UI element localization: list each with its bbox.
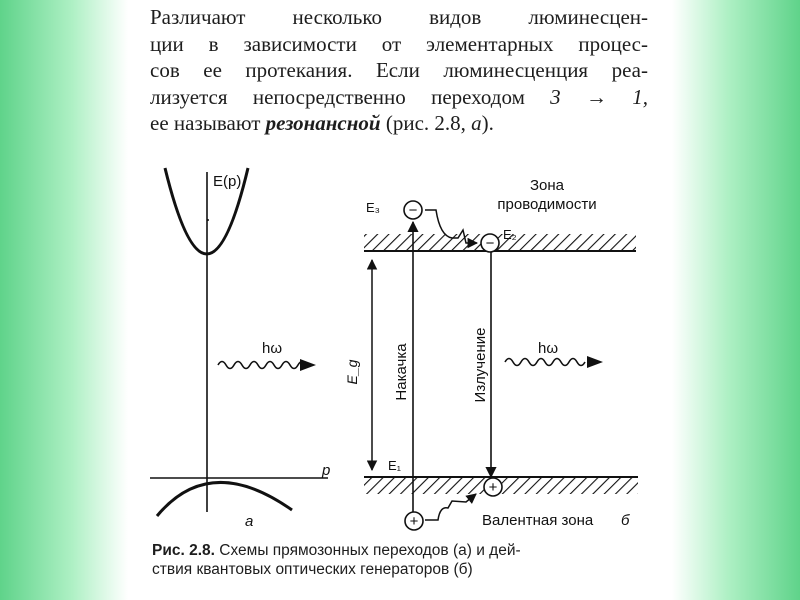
emission-label: Излучение xyxy=(472,327,489,403)
caption-line-1: Схемы прямозонных переходов (а) и дей- xyxy=(214,542,521,559)
valence-band-parabola xyxy=(157,482,292,516)
figure-reference-end: ). xyxy=(481,111,494,135)
paragraph-line-5-text: ее называют xyxy=(150,111,266,135)
paragraph-line-3: сов ее протекания. Если люминесценция реа- xyxy=(150,58,648,82)
conduction-band-hatch xyxy=(364,234,636,251)
figure-reference-panel: а xyxy=(471,111,482,135)
photon-arrowhead-a xyxy=(300,359,316,371)
band-gap-label: E_g xyxy=(344,359,360,385)
photon-arrowhead-b xyxy=(587,356,603,368)
energy-axis-label: E(p) xyxy=(213,173,242,190)
panel-b-label: б xyxy=(621,512,630,529)
dot-mark xyxy=(207,219,209,221)
photon-wave-a xyxy=(218,362,306,369)
caption-line-2: ствия квантовых оптических генераторов (б) xyxy=(152,561,473,578)
electron-e2-symbol: − xyxy=(485,235,495,252)
relaxation-path-lower xyxy=(425,494,476,520)
pumping-label: Накачка xyxy=(393,343,410,401)
hole-e1-symbol: + xyxy=(488,479,498,496)
conduction-band-label-2: проводимости xyxy=(497,196,597,213)
photon-label-a: hω xyxy=(262,340,283,357)
conduction-band-label-1: Зона xyxy=(529,177,565,194)
electron-e3-symbol: − xyxy=(408,202,418,219)
photon-wave-b xyxy=(505,359,585,366)
panel-a-diagram xyxy=(150,168,330,530)
photon-label-b: hω xyxy=(538,340,559,357)
panel-a-label: а xyxy=(245,513,254,530)
resonant-term: резонансной xyxy=(265,111,381,135)
paragraph-line-2: ции в зависимости от элементарных процес- xyxy=(150,31,648,56)
level-e3-label: E₃ xyxy=(366,200,380,215)
hole-bottom-symbol: + xyxy=(409,513,419,530)
transition-notation: 3 → 1, xyxy=(550,84,648,109)
momentum-axis-label: p xyxy=(322,462,331,479)
caption-prefix: Рис. 2.8. xyxy=(152,542,215,559)
figure-caption xyxy=(152,541,622,579)
valence-band-label: Валентная зона xyxy=(482,512,594,529)
figure-reference: (рис. 2.8, xyxy=(380,111,472,135)
panel-b-diagram xyxy=(344,177,638,530)
paragraph-line-1: Различают несколько видов люминесцен- xyxy=(150,5,648,29)
paragraph-line-4-text: лизуется непосредственно переходом xyxy=(150,84,551,109)
level-e1-label: E₁ xyxy=(388,458,402,473)
level-e2-label: E₂ xyxy=(503,227,517,242)
